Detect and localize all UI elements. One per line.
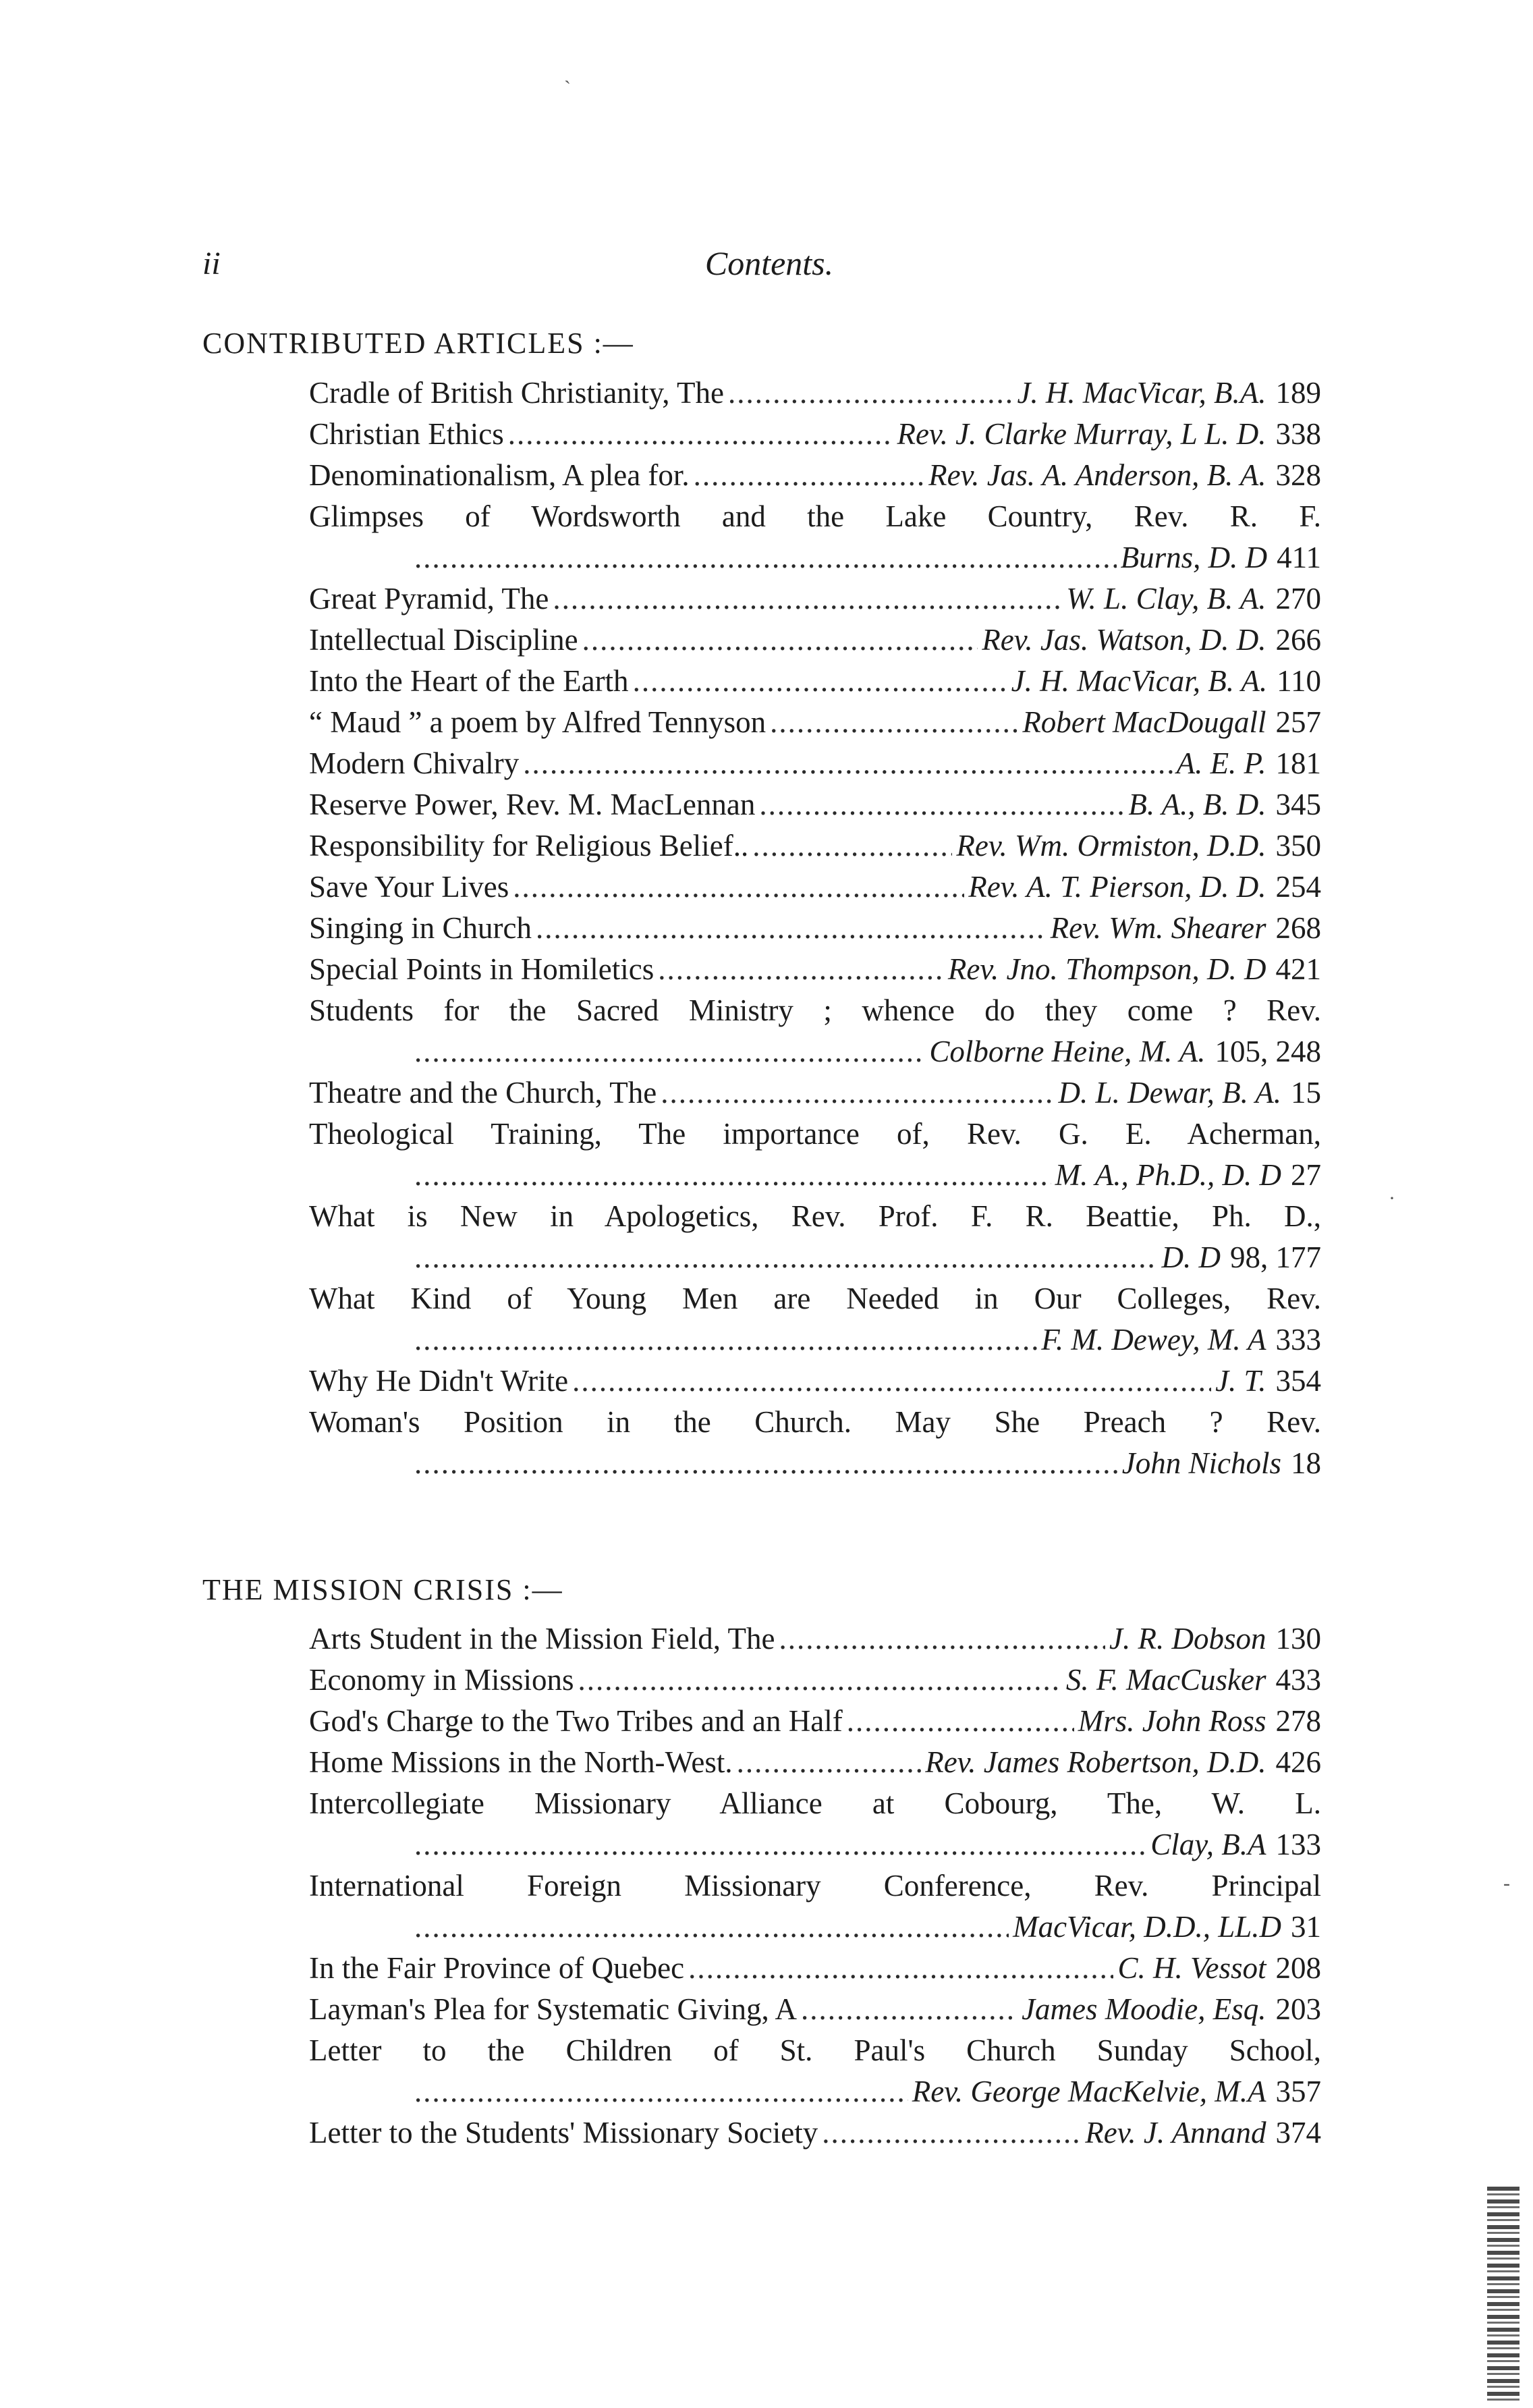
entry-page-number: 426 xyxy=(1275,1745,1321,1779)
entry-title: Responsibility for Religious Belief.. xyxy=(309,829,749,863)
toc-entry-line xyxy=(309,2030,1321,2071)
toc-entry-line xyxy=(309,743,1321,784)
toc-entry xyxy=(309,1989,1321,2030)
toc-entry xyxy=(309,1660,1321,1701)
dot-leader xyxy=(658,949,944,990)
entry-title: Home Missions in the North-West. xyxy=(309,1745,733,1779)
entry-title: Theatre and the Church, The xyxy=(309,1076,657,1110)
dot-leader xyxy=(770,702,1018,743)
toc-entry-line xyxy=(309,1660,1321,1701)
toc-entry-line xyxy=(309,537,1321,578)
toc-entry-line xyxy=(309,949,1321,990)
toc-entry xyxy=(309,1361,1321,1402)
toc-entry-line xyxy=(309,1989,1321,2030)
entry-page-number: 181 xyxy=(1275,746,1321,780)
entry-title: Singing in Church xyxy=(309,911,532,945)
toc-entry xyxy=(309,414,1321,455)
entry-page-number: 266 xyxy=(1275,623,1321,657)
entry-title: Why He Didn't Write xyxy=(309,1364,569,1398)
entry-title: Intellectual Discipline xyxy=(309,623,578,657)
toc-entry-line xyxy=(309,784,1321,825)
entry-author: James Moodie, Esq. xyxy=(1022,1992,1266,2026)
entry-author: Mrs. John Ross xyxy=(1078,1704,1266,1738)
toc-entry xyxy=(309,1402,1321,1484)
entry-author: Robert MacDougall xyxy=(1022,705,1266,739)
toc-entry-line xyxy=(309,1031,1321,1072)
toc-entry xyxy=(309,578,1321,620)
toc-entry xyxy=(309,1196,1321,1278)
dot-leader xyxy=(661,1072,1054,1114)
toc-entry-line xyxy=(309,990,1321,1031)
dot-leader xyxy=(752,825,952,867)
toc-entry-line xyxy=(309,2071,1321,2112)
entry-page-number: 254 xyxy=(1275,870,1321,904)
entry-page-number: 333 xyxy=(1275,1323,1321,1357)
dot-leader xyxy=(633,661,1007,702)
dot-leader xyxy=(847,1701,1074,1742)
toc-entry-line xyxy=(309,661,1321,702)
dot-leader xyxy=(414,2071,908,2112)
entry-page-number: 110 xyxy=(1277,664,1321,698)
toc-entry-line xyxy=(309,1237,1321,1278)
entry-page-number: 27 xyxy=(1291,1158,1321,1192)
toc-entry xyxy=(309,825,1321,867)
toc-entry xyxy=(309,1948,1321,1989)
entry-author: Rev. James Robertson, D.D. xyxy=(925,1745,1266,1779)
toc-entry xyxy=(309,1783,1321,1865)
entry-title: What is New in Apologetics, Rev. Prof. F. R. Beattie, Ph. D., xyxy=(309,1199,1321,1233)
entry-title: “ Maud ” a poem by Alfred Tennyson xyxy=(309,705,766,739)
entry-title: God's Charge to the Two Tribes and an Half xyxy=(309,1704,843,1738)
entry-title: Intercollegiate Missionary Alliance at Cobourg, The, W. L. xyxy=(309,1786,1321,1820)
dot-leader xyxy=(536,908,1047,949)
speck-mark: - xyxy=(1503,1872,1510,1894)
entry-title: Modern Chivalry xyxy=(309,746,520,780)
toc-entry-line xyxy=(309,1402,1321,1443)
toc-entry xyxy=(309,455,1321,496)
entry-title: Layman's Plea for Systematic Giving, A xyxy=(309,1992,797,2026)
entry-title: Letter to the Children of St. Paul's Church Sunday School, xyxy=(309,2033,1321,2067)
entry-page-number: 268 xyxy=(1275,911,1321,945)
dot-leader xyxy=(414,1031,925,1072)
entry-author: MacVicar, D.D., LL.D xyxy=(1013,1910,1281,1944)
entry-page-number: 433 xyxy=(1275,1663,1321,1697)
dot-leader xyxy=(414,1155,1051,1196)
dot-leader xyxy=(822,2112,1081,2154)
entry-author: Burns, D. D xyxy=(1120,541,1268,574)
toc-entry xyxy=(309,908,1321,949)
section-heading-mission-crisis: THE MISSION CRISIS :— xyxy=(202,1573,563,1606)
toc-entry-line xyxy=(309,1948,1321,1989)
toc-entry-line xyxy=(309,1196,1321,1237)
toc-entry xyxy=(309,1618,1321,1660)
toc-entry-line xyxy=(309,908,1321,949)
entry-author: J. H. MacVicar, B.A. xyxy=(1017,376,1266,410)
entry-title: Denominationalism, A plea for. xyxy=(309,458,690,492)
entry-page-number: 354 xyxy=(1275,1364,1321,1398)
entry-author: W. L. Clay, B. A. xyxy=(1066,582,1266,615)
toc-entry xyxy=(309,2112,1321,2154)
dot-leader xyxy=(694,455,924,496)
entry-author: Rev. Jas. A. Anderson, B. A. xyxy=(928,458,1266,492)
entry-page-number: 374 xyxy=(1275,2116,1321,2150)
entry-page-number: 189 xyxy=(1275,376,1321,410)
toc-entry-line xyxy=(309,1865,1321,1907)
toc-entry-line xyxy=(309,1361,1321,1402)
dot-leader xyxy=(801,1989,1018,2030)
entry-author: J. R. Dobson xyxy=(1109,1622,1266,1655)
entry-title: Christian Ethics xyxy=(309,417,504,451)
entry-author: D. D xyxy=(1161,1240,1221,1274)
entry-author: Colborne Heine, M. A. xyxy=(929,1035,1206,1068)
dot-leader xyxy=(572,1361,1211,1402)
toc-entry xyxy=(309,620,1321,661)
toc-entry-line xyxy=(309,1072,1321,1114)
entry-page-number: 257 xyxy=(1275,705,1321,739)
dot-leader xyxy=(414,1824,1146,1865)
entry-page-number: 411 xyxy=(1277,541,1321,574)
entry-author: Rev. Wm. Shearer xyxy=(1050,911,1266,945)
entry-page-number: 133 xyxy=(1275,1828,1321,1861)
toc-entry-line xyxy=(309,496,1321,537)
toc-entry xyxy=(309,2030,1321,2112)
entry-title: Theological Training, The importance of, Rev. G. E. Acherman, xyxy=(309,1117,1321,1151)
toc-entry xyxy=(309,1742,1321,1783)
entry-author: F. M. Dewey, M. A xyxy=(1041,1323,1266,1357)
entry-author: Rev. Jno. Thompson, D. D xyxy=(947,952,1266,986)
entry-author: J. T. xyxy=(1215,1364,1266,1398)
entry-title: Letter to the Students' Missionary Society xyxy=(309,2116,818,2150)
dot-leader xyxy=(737,1742,922,1783)
toc-entry xyxy=(309,702,1321,743)
toc-entry-line xyxy=(309,1783,1321,1824)
page-edge-strip xyxy=(1487,2187,1520,2403)
entry-page-number: 278 xyxy=(1275,1704,1321,1738)
entry-title: Special Points in Homiletics xyxy=(309,952,654,986)
entry-title: International Foreign Missionary Conference, Rev. Principal xyxy=(309,1869,1321,1903)
toc-entry xyxy=(309,1072,1321,1114)
entry-author: Rev. George MacKelvie, M.A xyxy=(912,2075,1266,2108)
dot-leader xyxy=(414,537,1117,578)
toc-entry-line xyxy=(309,1824,1321,1865)
entry-title: Economy in Missions xyxy=(309,1663,574,1697)
toc-entry-line xyxy=(309,1278,1321,1319)
dot-leader xyxy=(414,1319,1037,1361)
entry-title: Reserve Power, Rev. M. MacLennan xyxy=(309,788,756,821)
entry-page-number: 18 xyxy=(1291,1446,1321,1480)
entry-author: Rev. Jas. Watson, D. D. xyxy=(982,623,1266,657)
entry-page-number: 203 xyxy=(1275,1992,1321,2026)
dot-leader xyxy=(414,1907,1009,1948)
entry-page-number: 31 xyxy=(1291,1910,1321,1944)
speck-mark: ` xyxy=(564,77,571,99)
toc-entry xyxy=(309,373,1321,414)
mission-crisis-list xyxy=(309,1618,1321,2154)
toc-entry-line xyxy=(309,1701,1321,1742)
toc-entry xyxy=(309,784,1321,825)
toc-entry-line xyxy=(309,1443,1321,1484)
entry-page-number: 208 xyxy=(1275,1951,1321,1985)
entry-title: Great Pyramid, The xyxy=(309,582,549,615)
entry-title: What Kind of Young Men are Needed in Our Colleges, Rev. xyxy=(309,1282,1321,1315)
toc-entry-line xyxy=(309,373,1321,414)
section-heading-contributed-articles: CONTRIBUTED ARTICLES :— xyxy=(202,327,634,360)
toc-entry-line xyxy=(309,1742,1321,1783)
dot-leader xyxy=(759,784,1124,825)
toc-entry-line xyxy=(309,1319,1321,1361)
toc-entry-line xyxy=(309,414,1321,455)
entry-page-number: 328 xyxy=(1275,458,1321,492)
dot-leader xyxy=(728,373,1013,414)
entry-author: S. F. MacCusker xyxy=(1065,1663,1266,1697)
toc-entry-line xyxy=(309,1618,1321,1660)
toc-entry xyxy=(309,1278,1321,1361)
page-header xyxy=(202,243,1336,290)
dot-leader xyxy=(578,1660,1062,1701)
toc-entry xyxy=(309,990,1321,1072)
entry-title: Students for the Sacred Ministry ; whence do they come ? Rev. xyxy=(309,993,1321,1027)
contributed-articles-list xyxy=(309,373,1321,1484)
toc-entry-line xyxy=(309,867,1321,908)
entry-title: In the Fair Province of Quebec xyxy=(309,1951,685,1985)
entry-author: Rev. A. T. Pierson, D. D. xyxy=(968,870,1266,904)
entry-title: Arts Student in the Mission Field, The xyxy=(309,1622,775,1655)
dot-leader xyxy=(513,867,964,908)
entry-page-number: 350 xyxy=(1275,829,1321,863)
toc-entry xyxy=(309,949,1321,990)
entry-page-number: 98, 177 xyxy=(1230,1240,1321,1274)
dot-leader xyxy=(414,1237,1158,1278)
page-number: ii xyxy=(202,246,221,281)
toc-entry xyxy=(309,1114,1321,1196)
toc-entry xyxy=(309,867,1321,908)
entry-page-number: 15 xyxy=(1291,1076,1321,1110)
toc-entry-line xyxy=(309,1907,1321,1948)
toc-entry-line xyxy=(309,1114,1321,1155)
entry-author: C. H. Vessot xyxy=(1117,1951,1266,1985)
dot-leader xyxy=(553,578,1062,620)
toc-entry xyxy=(309,1701,1321,1742)
toc-entry xyxy=(309,743,1321,784)
toc-entry-line xyxy=(309,620,1321,661)
entry-author: B. A., B. D. xyxy=(1128,788,1266,821)
entry-title: Into the Heart of the Earth xyxy=(309,664,629,698)
toc-entry-line xyxy=(309,578,1321,620)
toc-entry-line xyxy=(309,702,1321,743)
entry-author: A. E. P. xyxy=(1176,746,1266,780)
entry-author: Rev. J. Annand xyxy=(1085,2116,1266,2150)
entry-title: Woman's Position in the Church. May She Preach ? Rev. xyxy=(309,1405,1321,1439)
toc-entry-line xyxy=(309,1155,1321,1196)
entry-author: Clay, B.A xyxy=(1150,1828,1266,1861)
toc-entry xyxy=(309,1865,1321,1948)
toc-entry xyxy=(309,661,1321,702)
entry-page-number: 421 xyxy=(1275,952,1321,986)
entry-author: Rev. J. Clarke Murray, L L. D. xyxy=(897,417,1266,451)
entry-author: Rev. Wm. Ormiston, D.D. xyxy=(956,829,1266,863)
entry-page-number: 270 xyxy=(1275,582,1321,615)
running-title: Contents. xyxy=(704,244,834,282)
entry-author: John Nichols xyxy=(1121,1446,1281,1480)
entry-title: Cradle of British Christianity, The xyxy=(309,376,724,410)
entry-title: Save Your Lives xyxy=(309,870,509,904)
entry-page-number: 105, 248 xyxy=(1215,1035,1321,1068)
dot-leader xyxy=(779,1618,1105,1660)
entry-author: M. A., Ph.D., D. D xyxy=(1055,1158,1281,1192)
entry-author: J. H. MacVicar, B. A. xyxy=(1011,664,1268,698)
entry-title: Glimpses of Wordsworth and the Lake Country, Rev. R. F. xyxy=(309,499,1321,533)
toc-entry xyxy=(309,496,1321,578)
dot-leader xyxy=(582,620,978,661)
dot-leader xyxy=(688,1948,1113,1989)
toc-entry-line xyxy=(309,455,1321,496)
entry-author: D. L. Dewar, B. A. xyxy=(1058,1076,1281,1110)
entry-page-number: 130 xyxy=(1275,1622,1321,1655)
toc-entry-line xyxy=(309,2112,1321,2154)
entry-page-number: 345 xyxy=(1275,788,1321,821)
entry-page-number: 338 xyxy=(1275,417,1321,451)
dot-leader xyxy=(414,1443,1118,1484)
dot-leader xyxy=(508,414,893,455)
speck-mark: · xyxy=(1389,1187,1395,1209)
entry-page-number: 357 xyxy=(1275,2075,1321,2108)
dot-leader xyxy=(523,743,1172,784)
toc-entry-line xyxy=(309,825,1321,867)
